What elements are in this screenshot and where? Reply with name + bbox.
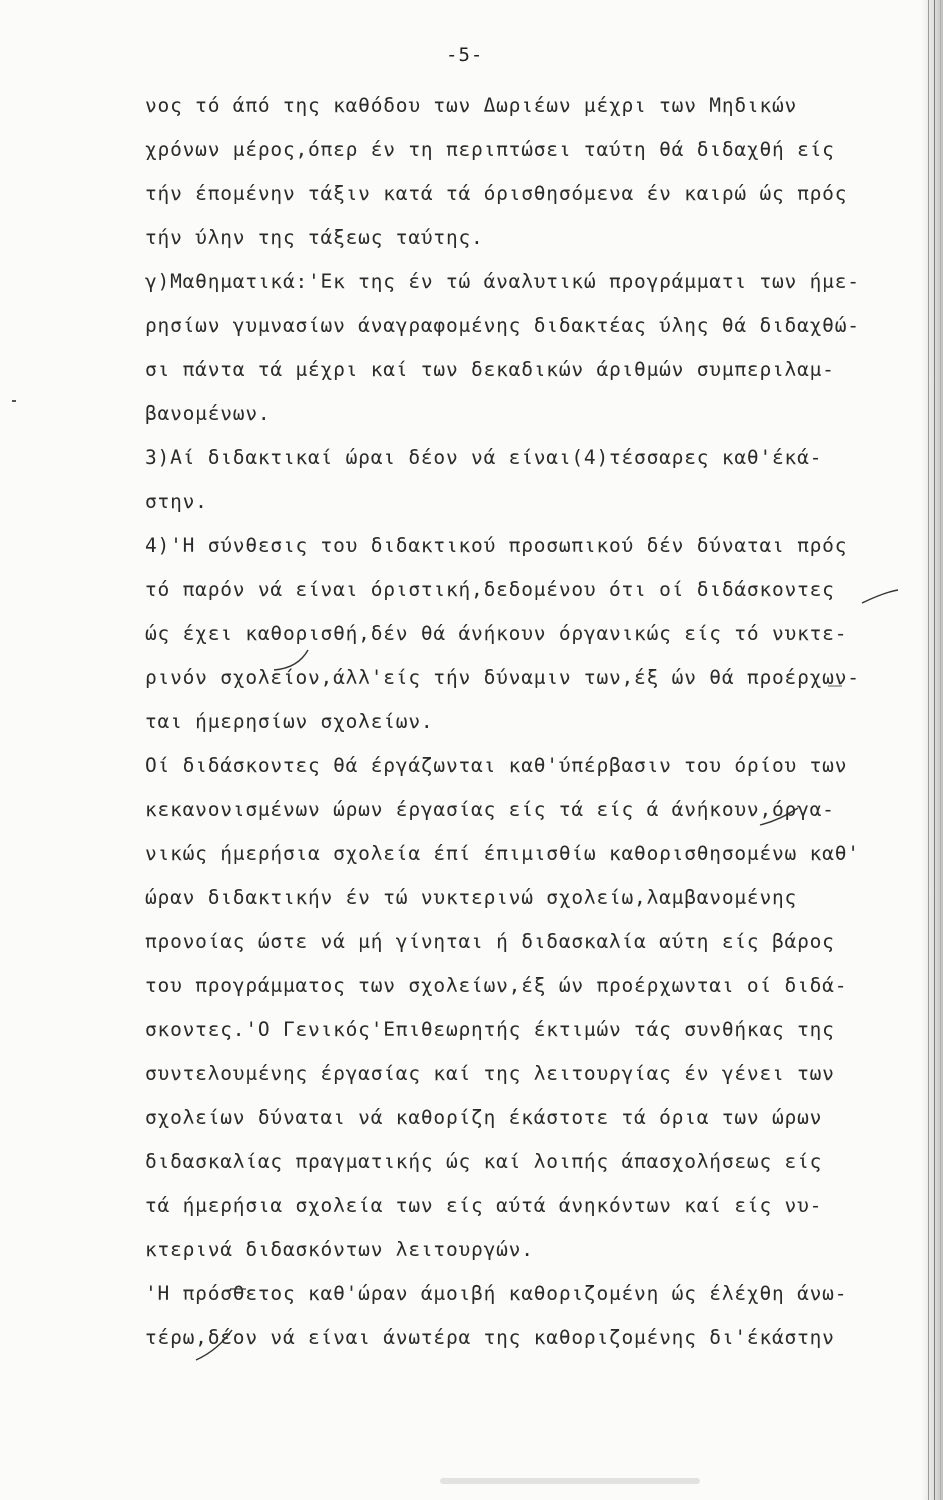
- text-line: του προγράμματος των σχολείων,έξ ών προέρχωνται οί διδά-: [145, 974, 848, 997]
- page-edge-line: [928, 0, 929, 1500]
- stray-mark: [12, 400, 16, 402]
- text-line: προνοίας ώστε νά μή γίνηται ή διδασκαλία αύτη είς βάρος: [145, 930, 835, 953]
- text-line: γ)Μαθηματικά:'Εκ της έν τώ άναλυτικώ προγράμματι των ήμε-: [145, 270, 860, 293]
- text-line: Οί διδάσκοντες θά έργάζωνται καθ'ύπέρβασιν του όρίου των: [145, 754, 848, 777]
- text-line: τέρω,δέον νά είναι άνωτέρα της καθοριζομένης δι'έκάστην: [145, 1326, 835, 1349]
- text-line: νος τό άπό της καθόδου των Δωριέων μέχρι των Μηδικών: [145, 94, 798, 117]
- text-line: διδασκαλίας πραγματικής ώς καί λοιπής άπασχολήσεως είς: [145, 1150, 823, 1173]
- text-line: στην.: [145, 490, 208, 513]
- text-line: σχολείων δύναται νά καθορίζη έκάστοτε τά όρια των ώρων: [145, 1106, 823, 1129]
- text-line: τήν έπομένην τάξιν κατά τά όρισθησόμενα έν καιρώ ώς πρός: [145, 182, 848, 205]
- text-line: τό παρόν νά είναι όριστική,δεδομένου ότι οί διδάσκοντες: [145, 578, 835, 601]
- text-line: ρινόν σχολείον,άλλ'είς τήν δύναμιν των,έξ ών θά προέρχων-: [145, 666, 860, 689]
- text-line: ώς έχει καθορισθή,δέν θά άνήκουν όργανικώς είς τό νυκτε-: [145, 622, 848, 645]
- typed-text-body: [145, 90, 915, 1366]
- text-line: τά ήμερήσια σχολεία των είς αύτά άνηκόντων καί είς νυ-: [145, 1194, 823, 1217]
- page-number: -5-: [446, 44, 484, 66]
- text-line: ται ήμερησίων σχολείων.: [145, 710, 434, 733]
- text-line: σκοντες.'Ο Γενικός'Επιθεωρητής έκτιμών τάς συνθήκας της: [145, 1018, 835, 1041]
- text-line: χρόνων μέρος,όπερ έν τη περιπτώσει ταύτη θά διδαχθή είς: [145, 138, 835, 161]
- text-line: 3)Αί διδακτικαί ώραι δέον νά είναι(4)τέσσαρες καθ'έκά-: [145, 446, 823, 469]
- text-line: ώραν διδακτικήν έν τώ νυκτερινώ σχολείω,λαμβανομένης: [145, 886, 798, 909]
- scan-smudge: [440, 1478, 700, 1484]
- page-edge-line: [940, 0, 941, 1500]
- text-line: σι πάντα τά μέχρι καί των δεκαδικών άριθμών συμπεριλαμ-: [145, 358, 835, 381]
- text-line: ρησίων γυμνασίων άναγραφομένης διδακτέας ύλης θά διδαχθώ-: [145, 314, 860, 337]
- text-line: 'Η πρόσθετος καθ'ώραν άμοιβή καθοριζομένη ώς έλέχθη άνω-: [145, 1282, 848, 1305]
- text-line: 4)'Η σύνθεσις του διδακτικού προσωπικού δέν δύναται πρός: [145, 534, 848, 557]
- text-line: κτερινά διδασκόντων λειτουργών.: [145, 1238, 534, 1261]
- text-line: βανομένων.: [145, 402, 271, 425]
- text-line: τήν ύλην της τάξεως ταύτης.: [145, 226, 484, 249]
- text-line: συντελουμένης έργασίας καί της λειτουργίας έν γένει των: [145, 1062, 835, 1085]
- text-line: νικώς ήμερήσια σχολεία έπί έπιμισθίω καθορισθησομένω καθ': [145, 842, 860, 865]
- page-edge-line: [934, 0, 935, 1500]
- text-line: κεκανονισμένων ώρων έργασίας είς τά είς ά άνήκουν,όργα-: [145, 798, 835, 821]
